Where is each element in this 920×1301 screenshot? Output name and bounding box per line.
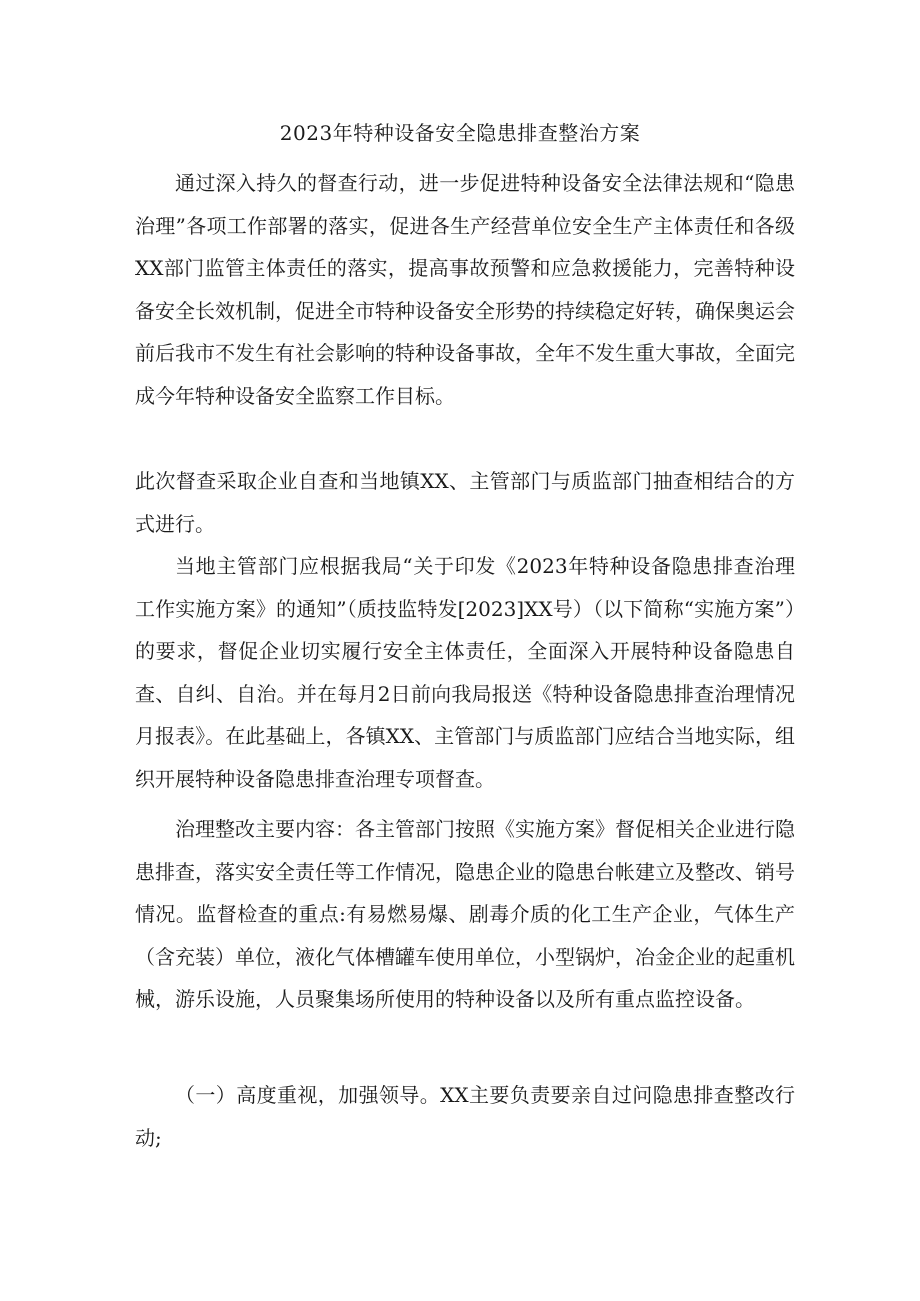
document-title: 2023年特种设备安全隐患排查整治方案 [279, 121, 641, 145]
paragraph-method: 此次督查采取企业自查和当地镇XX、主管部门与质监部门抽查相结合的方式进行。 [135, 469, 795, 536]
paragraph-main-content: 治理整改主要内容：各主管部门按照《实施方案》督促相关企业进行隐患排查，落实安全责任等工作情况，隐患企业的隐患台帐建立及整改、销号情况。监督检查的重点:有易燃易爆、剧毒介质的化工生产企业，气体生产（含充装）单位，液化气体槽罐车使用单位，小型锅炉，冶金企业的起重机械，游乐设施，人员聚集场所使用的特种设备以及所有重点监控设备。 [135, 817, 795, 1011]
paragraph-section-one: （一）高度重视，加强领导。XX主要负责要亲自过问隐患排查整改行动; [135, 1083, 795, 1150]
paragraph-objective: 通过深入持久的督查行动，进一步促进特种设备安全法律法规和“隐患治理”各项工作部署的落实，促进各生产经营单位安全生产主体责任和各级XX部门监管主体责任的落实，提高事故预警和应急救援能力，完善特种设备安全长效机制，促进全市特种设备安全形势的持续稳定好转，确保奥运会前后我市不发生有社会影响的特种设备事故，全年不发生重大事故，全面完成今年特种设备安全监察工作目标。 [135, 171, 795, 408]
paragraph-requirements: 当地主管部门应根据我局“关于印发《2023年特种设备隐患排查治理工作实施方案》的通知”（质技监特发[2023]XX号）（以下简称“实施方案”）的要求，督促企业切实履行安全主体责任，全面深入开展特种设备隐患自查、自纠、自治。并在每月2日前向我局报送《特种设备隐患排查治理情况月报表》。在此基础上，各镇XX、主管部门与质监部门应结合当地实际，组织开展特种设备隐患排查治理专项督查。 [135, 554, 795, 791]
